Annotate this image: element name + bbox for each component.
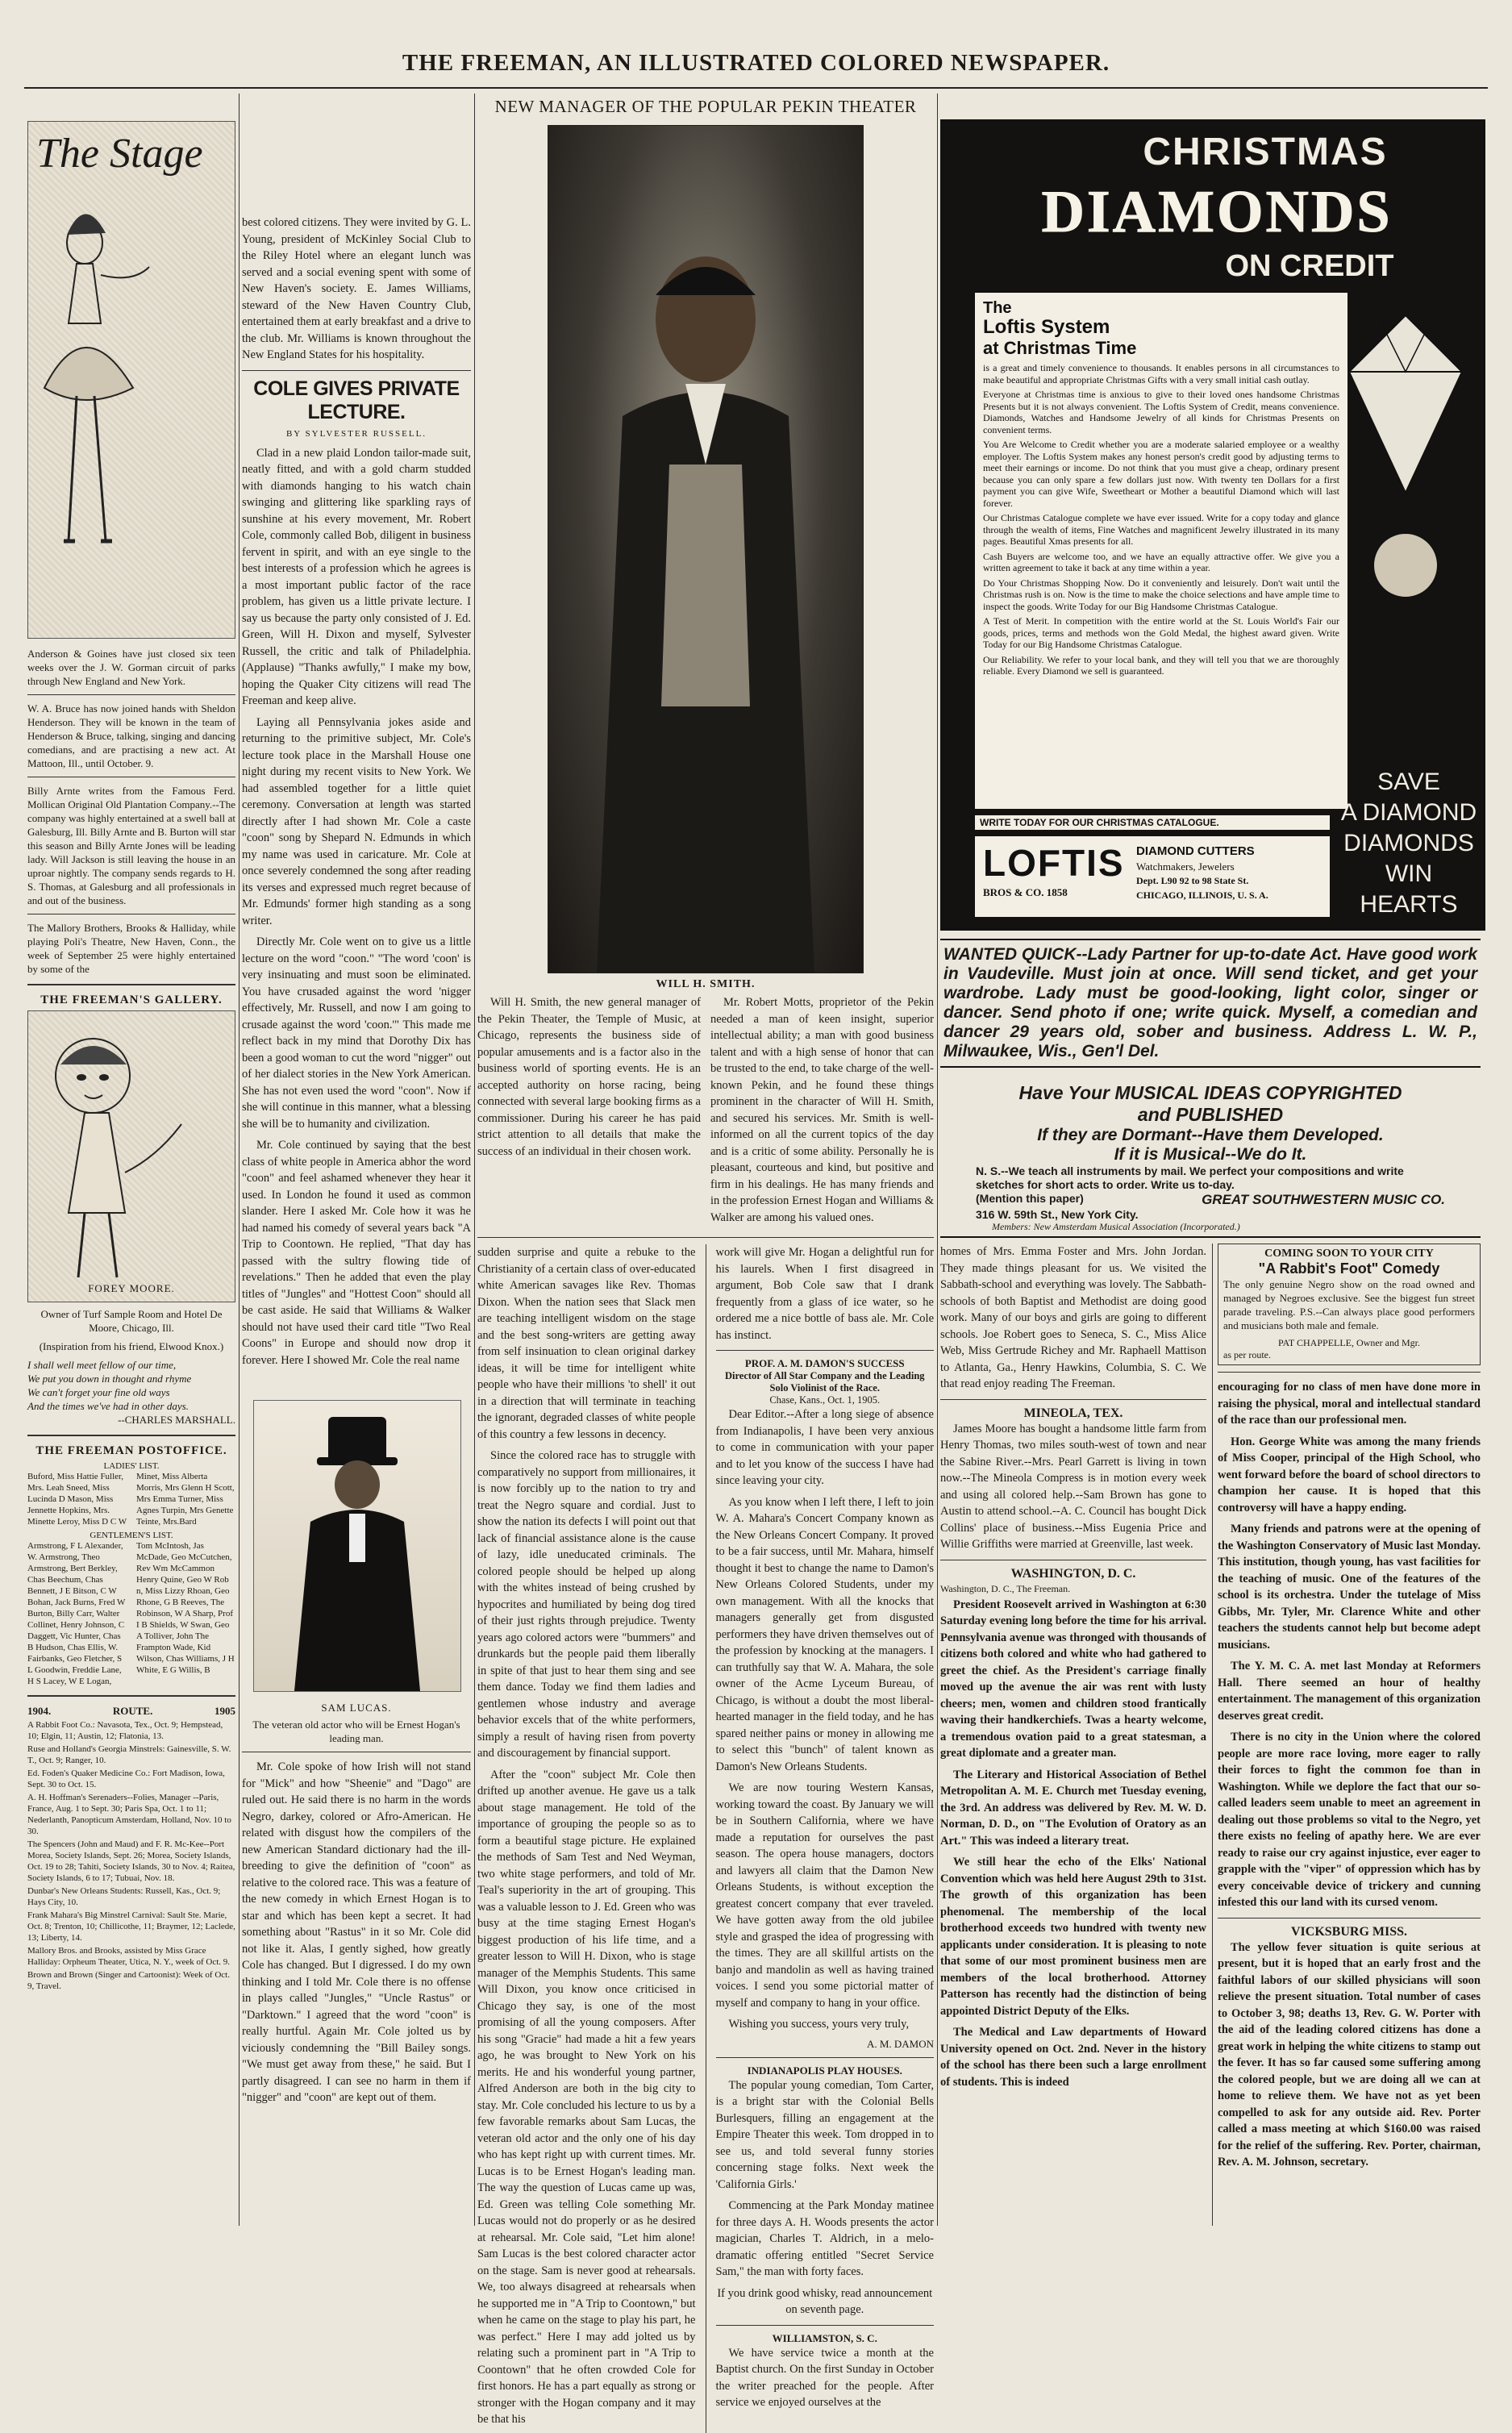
article-text: James Moore has bought a handsome little farm from Henry Thomas, two miles south-west of town and near the Sabine River.--Mrs. Pearl Garrett is living in town now.--The Mineola Compress is in motion every week and using all colored help.--Sam Brown has gone to Austin to attend school.--A. C. Council has bought Dick Collins' place of business.--Miss Eugenia Price and Willie Griffiths were married at Greenville, last week.	[940, 1422, 1206, 1551]
music-ad-company: GREAT SOUTHWESTERN MUSIC CO.	[1202, 1192, 1445, 1207]
coming-show: "A Rabbit's Foot" Comedy	[1258, 1260, 1440, 1277]
poem-line: We put you down in thought and rhyme	[27, 1373, 192, 1385]
article-text: President Roosevelt arrived in Washington at 6:30 Saturday evening long before the time for his arrival. Pennsylvania avenue was thronged with thousands of citizens both colored and white who had gathered to greet the chief. As the President's carriage finally moved up the avenue the air was rent with lusty cheers; men, women and children stood frantically waving their handkerchiefs. Twas a hearty welcome, a tremendous ovation paid to a great statesman, a great diplomate and a greater man.	[940, 1598, 1206, 1760]
ad-paragraph: A Test of Merit. In competition with the entire world at the St. Louis World's Fair our goods, prices, terms and methods won the Gold Medal, the highest award given. Write Today for our Big Handsome Christmas Catalogue.	[983, 615, 1339, 650]
music-ad-company-row	[943, 1192, 1477, 1208]
rabbit-foot-ad	[1218, 1244, 1481, 1365]
route-item: Ruse and Holland's Georgia Minstrels: Gainesville, S. W. T., Oct. 9; Ranger, 10.	[27, 1744, 231, 1765]
postoffice-title: THE FREEMAN POSTOFFICE.	[35, 1444, 227, 1457]
stage-header-illustration	[27, 121, 235, 639]
article-text: Mr. Robert Motts, proprietor of the Pekin needed a man of keen insight, superior intellectual ability; a man with good business talent and with a high sense of honor that can be trusted to the end, to take charge of the well-known Pekin, and he found these things prominent in the character of Will H. Smith, and secured his services. Mr. Smith is well-informed on all the current topics of the day and is a critic of some ability. Personally he is pleasant, courteous and kind, but positive and firm in his dealings. He has many friends and in the profession Ernest Hogan and Williams & Walker are among his valued ones.	[710, 996, 934, 1224]
article-text: Since the colored race has to struggle with comparatively no support from millionaires, it is now forcibly up to the nation to try and treat the Negro square and cordial. Just to show the nation its defects I will point out that lack of financial assistance alone is the cause of lazy, idle uneducated criminals. The colored people should be helped up along with the whites instead of being crushed by hypocrites and humiliated by being dog tired of their just rights through prejudice. Twenty years ago colored actors were "bummers" and drunkards but the people paid them liberally in spite of that just to hear them sing and see them dance. Today we find them ladies and gentlemen whose industry and average behavior excels that of the white performers, simply a result of having risen from poverty and discouragement by financial support.	[477, 1449, 696, 1760]
col4-right	[1218, 1244, 1481, 2176]
article-text: We have service twice a month at the Baptist church. On the first Sunday in October the writer preached for the people. After service we enjoyed ourselves at the	[715, 2346, 934, 2409]
music-ad-title: Have Your MUSICAL IDEAS COPYRIGHTED	[1018, 1082, 1402, 1103]
ad-paragraph: is a great and timely convenience to thousands. It enables persons in all circumstances to make beautiful and appropriate Christmas Gifts with a very small initial cash outlay.	[983, 362, 1339, 385]
washington-title: WASHINGTON, D. C.	[1010, 1566, 1136, 1581]
sam-lucas-photo	[253, 1400, 461, 1692]
gallery-title: THE FREEMAN'S GALLERY.	[40, 994, 223, 1006]
masthead: THE FREEMAN, AN ILLUSTRATED COLORED NEWSPAPER.	[402, 50, 1110, 76]
column-rule	[474, 94, 475, 2226]
article-text: The popular young comedian, Tom Carter, is a bright star with the Colonial Bells Burlesquers, filling an engagement at the Empire Theater this week. Tom dropped in to see us, and told several funny stories concerning stage folks. Next week the 'California Girls.'	[715, 2078, 934, 2191]
continued-articles	[477, 1244, 934, 2433]
article-text: Directly Mr. Cole went on to give us a little lecture on the word "coon." "The word 'coon' is very insinuating and must soon be eliminated. You have crusaded against the word 'nigger effectively, Mr. Russell, and now I am going to crusade against the word 'coon.'" This made me reflect back in my mind that Dorothy Dix has been a good woman to cut the word "nigger" out of her dialect stories in the New York American. She has not even used the word "coon". Now if she will continue in this manner, what a blessing she will be to humanity and civilization.	[242, 935, 471, 1131]
route-list	[27, 1719, 235, 1992]
route-item: Dunbar's New Orleans Students: Russell, Kas., Oct. 9; Hays City, 10.	[27, 1886, 221, 1907]
pekin-article-title: NEW MANAGER OF THE POPULAR PEKIN THEATER	[494, 97, 917, 116]
route-year-right: 1905	[214, 1705, 235, 1717]
article-text: Dear Editor.--After a long siege of absence from Indianapolis, I have been very anxious to come in communication with your paper and to let you know of the success I have had since leaving your city.	[715, 1408, 934, 1487]
ad-paragraph: You Are Welcome to Credit whether you are a moderate salaried employee or a wealthy employer. The Loftis System makes any honest person's credit good by adjusting terms to meet their earnings or income. Do not think that you must give a cheap, ordinary present because you can only spare a few dollars just now. With twenty ten Dollars for a first payment you can give Wife, Sweetheart or Mother a beautiful Diamond which will last forever.	[983, 439, 1339, 509]
poem-line: I shall well meet fellow of our time,	[27, 1359, 177, 1371]
article-text: encouraging for no class of men have done more in raising the physical, moral and intellectual standard of the race than our professional men.	[1218, 1381, 1481, 1427]
stage-item: Anderson & Goines have just closed six teen weeks over the J. W. Gorman circuit of parks through New England and New York.	[27, 648, 235, 687]
damon-dateline: Chase, Kans., Oct. 1, 1905.	[769, 1394, 881, 1406]
stage-title: The Stage	[36, 131, 203, 177]
coming-body: The only genuine Negro show on the road owned and managed by Negroes exclusive. See the biggest fun street parade traveling. P.S.--Can always place good performers and musicians both male and female.	[1223, 1278, 1475, 1331]
article-text: We still hear the echo of the Elks' National Convention which was held here August 29th to 31st. The growth of this organization has been phenomenal. The membership of the local brotherhood exceeds two hundred with twenty new applicants under consideration. It is pleasing to note that some of our most prominent business men are members of the local brotherhood. Attorney Patterson has recently had the distinction of being appointed District Deputy of the Elks.	[940, 1856, 1206, 2018]
loftis-christmas-ad	[940, 119, 1485, 931]
divider	[1218, 1372, 1481, 1373]
col4-left	[940, 1244, 1206, 2095]
ad-slogan-line: SAVE	[1377, 769, 1440, 795]
article-text: The Medical and Law departments of Howard University opened on Oct. 2nd. Never in the history of the school has there been such a large enrollment of students. This is indeed	[940, 2026, 1206, 2089]
diamond-icon	[1333, 299, 1478, 622]
vicksburg-title: VICKSBURG MISS.	[1290, 1924, 1408, 1939]
music-ad-member: Members: New Amsterdam Musical Association (Incorporated.)	[992, 1221, 1240, 1232]
divider	[242, 370, 471, 371]
article-text: Many friends and patrons were at the opening of the Washington Conservatory of Music last Monday. This institution, though young, has vast facilities for the teaching of music. One of the features of the school is its orchestra. Under the tutelage of Miss Gibbs, Mr. Tyler, Mr. Clarence White and other teachers the students cannot help but become adept musicians.	[1218, 1523, 1481, 1652]
ladies-title: LADIES' LIST.	[103, 1461, 160, 1471]
music-ad	[940, 1079, 1481, 1238]
mineola-title: MINEOLA, TEX.	[1023, 1406, 1123, 1420]
damon-subtitle: Director of All Star Company and the Leading Solo Violinist of the Race.	[724, 1370, 925, 1394]
ad-company: Dept. L90 92 to 98 State St.	[1136, 875, 1249, 886]
ad-head: Loftis System	[983, 316, 1110, 338]
ad-paragraph: Our Reliability. We refer to your local bank, and they will tell you that we are thoroughly reliable. Every Diamond we sell is guaranteed.	[983, 653, 1339, 677]
divider	[716, 2325, 935, 2326]
damon-signature: A. M. DAMON	[866, 2037, 934, 2050]
coming-title: COMING SOON TO YOUR CITY	[1264, 1248, 1434, 1260]
ladies-list: Buford, Miss Hattie Fuller, Mrs. Leah Sneed, Miss Lucinda D Mason, Miss Jennette Hopkins, Mrs. Minette Leroy, Miss D C W Minet, Miss Alberta Morris, Mrs Glenn H Scott, Mrs Emma Turner, Miss Agnes Turpin, Mrs Genette Teinte, Mrs.Bard	[27, 1472, 235, 1527]
ad-slogan-line: A DIAMOND	[1340, 799, 1477, 826]
ad-head: The	[983, 299, 1012, 317]
column-2	[242, 94, 471, 2226]
route-title: ROUTE.	[112, 1705, 153, 1717]
article-text: Wishing you success, yours very truly,	[728, 2018, 910, 2031]
ad-paragraph: Everyone at Christmas time is anxious to give to their loved ones handsome Christmas Presents but it is not always convenient. The Loftis System of Credit, means convenience. Diamonds, Watches and Handsome Jewelry of all kinds for Christmas Presents on convenient terms.	[983, 389, 1339, 435]
masthead-rule	[24, 87, 1488, 89]
ad-company: DIAMOND CUTTERS	[1136, 844, 1255, 858]
article-text: If you drink good whisky, read announcement on seventh page.	[717, 2286, 933, 2316]
music-ad-body: N. S.--We teach all instruments by mail. We perfect your compositions and write sketches for short acts to order. Write us to-day.	[976, 1164, 1404, 1191]
column-rule	[937, 94, 938, 2226]
pekin-article-body	[477, 994, 934, 1231]
route-item: The Spencers (John and Maud) and F. R. Mc-Kee--Port Morea, Society Islands, Sept. 26; Morea, Society Islands, Oct. 19 to 28; Tahiti, Society Islands, 30 to Nov. 4; Raitea, Society Islands, 6 to 17; Tubuai, Nov. 18.	[27, 1839, 235, 1883]
ad-head: at Christmas Time	[983, 338, 1137, 358]
route-header	[27, 1705, 235, 1718]
gents-title: GENTLEMEN'S LIST.	[90, 1531, 173, 1540]
poem-author: --CHARLES MARSHALL.	[118, 1414, 235, 1426]
route-item: Frank Mahara's Big Minstrel Carnival: Sault Ste. Marie, Oct. 8; Trenton, 10; Chillicothe, 11; Braymer, 12; Laclede, 13; Liberty, 14.	[27, 1910, 235, 1943]
ad-title: CHRISTMAS	[1143, 131, 1388, 173]
poem	[27, 1358, 235, 1427]
washington-dateline: Washington, D. C., The Freeman.	[940, 1582, 1071, 1594]
route-year-left: 1904.	[27, 1705, 52, 1717]
stage-item: Billy Arnte writes from the Famous Ferd. Mollican Original Old Plantation Company.--The company was highly entertained at a swell ball at Galesburg, Ill. Billy Arnte and B. Burton will star this season and Billy Arnte Jones will be leading lady. Will Jackson is still leaving the house in an uproar nightly. The company sends regards to H. S. Thomas, at Galesburg and all professionals in and out of the business.	[27, 785, 235, 906]
sam-lucas-caption: SAM LUCAS.	[321, 1702, 392, 1714]
divider	[27, 1695, 235, 1697]
stage-item: The Mallory Brothers, Brooks & Halliday, while playing Poli's Theatre, New Haven, Conn., the week of September 25 were highly entertained by some of the	[27, 922, 235, 975]
loftis-logo: LOFTIS	[983, 842, 1125, 884]
sam-lucas-subcaption: The veteran old actor who will be Ernest Hogan's leading man.	[252, 1719, 460, 1744]
gallery-note: (Inspiration from his friend, Elwood Knox.)	[39, 1340, 224, 1352]
damon-title: PROF. A. M. DAMON'S SUCCESS	[744, 1357, 905, 1369]
route-item: Mallory Bros. and Brooks, assisted by Miss Grace Halliday: Orpheum Theater, Utica, N. Y., week of Oct. 9.	[27, 1946, 231, 1967]
ad-company: Watchmakers, Jewelers	[1136, 860, 1235, 873]
will-smith-caption: WILL H. SMITH.	[656, 978, 756, 990]
stage-item: W. A. Bruce has now joined hands with Sheldon Henderson. They will be known in the team of Henderson & Bruce, talking, singing and dancing comedians, and are practising a new act. At Mattoon, Ill., until October. 9.	[27, 702, 235, 769]
article-text: homes of Mrs. Emma Foster and Mrs. John Jordan. They made things pleasant for us. We visited the Sabbath-school and everything was lovely. The Sabbath-schools of both Baptist and Methodist are doing good work. Many of our boys and girls are going to different schools. Joe Robert goes to Seneca, S. C., Miss Alice Web, Miss Gertrude Richey and Mr. Raphaell Mattison to Atlanta, Ga., Henry Hawkins, Columbia, S. C. We that read enjoy reading The Freeman.	[940, 1245, 1206, 1390]
cole-byline: BY SYLVESTER RUSSELL.	[285, 428, 427, 439]
column-4	[940, 94, 1485, 2226]
column-3	[477, 94, 934, 2426]
column-1	[27, 94, 235, 2226]
route-item: Ed. Foden's Quaker Medicine Co.: Fort Madison, Iowa, Sept. 30 to Oct. 15.	[27, 1769, 225, 1789]
music-ad-mention: (Mention this paper)	[976, 1192, 1084, 1205]
gallery-caption: FOREY MOORE.	[88, 1282, 175, 1294]
divider	[716, 1350, 935, 1351]
cole-lecture-title: COLE GIVES PRIVATE LECTURE.	[253, 377, 460, 423]
will-smith-photo	[548, 125, 864, 973]
article-text: Mr. Cole continued by saying that the best class of white people in America abhor the word "coon" and feel ashamed whenever they hear it used. In London he found it used as common slander. Here I asked Mr. Cole how it was he had named his comedy of several years back "A Trip to Coontown. He replied, "That day has passed with the sultry flowing tide of revelations." Then he added that even the play titles of "Jungles" and "Hottest Coon" should all be cast aside. He said that Williams & Walker should not have used their card title "Two Real Coons" in Europe and should now drop it forever. Here I showed Mr. Cole the real name	[242, 1139, 471, 1367]
article-text: best colored citizens. They were invited by G. L. Young, president of McKinley Social Club to the Riley Hotel where an elegant lunch was served and a social evening spent with some of New Haven's society. E. James Williams, steward of the New Haven Country Club, entertained them at early breakfast and a drive to the club. Mr. Williams is known throughout the New England States for his hospitality.	[242, 216, 471, 361]
article-text: Mr. Cole spoke of how Irish will not stand for "Mick" and how "Sheenie" and "Dago" are ruled out. He said there is no harm in the words Negro, darkey, colored or Afro-American. He related with disgust how the compilers of the new American Standard dictionary had the ill-breeding to give the definition of "coon" as relative to the colored race. This was a feature of the new comedy in which Ernest Hogan is to star and which has been kept a secret. It had something about "Rastus" in it so Mr. Cole did not like it. Alas, I gently sighed, how greatly Cole has changed. But I digressed. I do my own thinking and I told Mr. Cole there is no offense in plays called "Jungles," "Uncle Rastus" or "Darktown." I agreed that the word "coon" is really hurtful. Again Mr. Cole jolted us by viciously condemning the "Bill Bailey songs. "We must get away from these," he said. But I partly disagreed. I can see no harm in them if "nigger" and "coon" are kept out of them.	[242, 1760, 471, 2104]
divider	[27, 1435, 235, 1436]
ad-company: CHICAGO, ILLINOIS, U. S. A.	[1136, 889, 1268, 901]
portrait-figure-icon	[548, 126, 863, 973]
article-text: There is no city in the Union where the colored people are more race loving, more eager to rally their forces to fight the common foe than in Washington. While we deplore the fact that our so-called leaders seem unable to meet an agreement in dealing out those problems so vital to the Negro, yet there exists no feeling of apathy here. We are ever ready to raise our cry against injustice, ever eager to grapple with the "viper" of oppression which has by every conceivable device of trickery and cunning infested this our land with its cursed venom.	[1218, 1731, 1481, 1909]
article-text: We are now touring Western Kansas, working toward the coast. By January we will be in Southern California, where we have made a reputation for ourselves the past season. The opera house managers, doctors and lawyers all claim that the Damon New Orleans Students, is without exception the greatest concert company that ever traveled. We have gotten away from the old jubilee style and grasped the idea of progressing with the times. They are all skillful artists on the banjo and mandolin as well as having trained voices. I send you some pictorial matter of myself and company to hang in your office.	[715, 1781, 934, 2010]
dancer-drawing-icon	[28, 122, 235, 636]
portrait-figure-icon	[254, 1401, 460, 1691]
divider	[27, 694, 235, 695]
column-rule	[1212, 1244, 1213, 2226]
article-text: After the "coon" subject Mr. Cole then drifted up another avenue. He gave us a talk about stage management. He told of the importance of grouping the people so as to form a beautiful stage picture. He explained the methods of Sam Test and Ned Weyman, two white stage performers, and told of Mr. Teal's superiority in the art of grouping. This was a valuable lesson to J. Ed. Green who was busy at the time staging Ernest Hogan's biggest production of his life time, and a greater lesson to Will H. Dixon, who is stage manager of the Memphis Students. This same Will Dixon, you know once criticised in Chicago they say, is one of the most promising of all the young composers. After his song "Gracie" had made a hit a few years ago, he was brought to New York on his merits. He and his wonderful young partner, Alfred Anderson are both in the big city to stay. Mr. Cole concluded his lecture to us by a few favorable remarks about Sam Lucas, the veteran old actor and the only one of his day who has kept right up with current times. Mr. Lucas is to be Ernest Hogan's leading man. The way the question of Lucas came up was, Ed. Green was telling Cole something Mr. Lucas would not do properly or as he desired at rehearsal. Mr. Cole said, "Let him alone! Sam Lucas is the best colored character actor on the stage. Sam is never good at rehearsals. We, too always disagreed at rehearsals when he supported me in "A Trip to Coontown," but when he came on the stage to play his part, he was perfect." Here I may add jolted us by relating such a prominent part in "A Trip to Coontown" that he often crowded Cole for first honors. He has a part equally as strong or stronger with the Hogan company and it may be that his	[477, 1768, 696, 2426]
ad-write-today: WRITE TODAY FOR OUR CHRISTMAS CATALOGUE.	[975, 815, 1330, 830]
music-ad-address: 316 W. 59th St., New York City.	[976, 1208, 1139, 1221]
divider	[940, 1399, 1206, 1400]
gallery-note: Owner of Turf Sample Room and Hotel De Moore, Chicago, Ill.	[40, 1308, 223, 1334]
music-ad-title: If it is Musical--We do It.	[1114, 1145, 1307, 1164]
article-text: The Literary and Historical Association of Bethel Metropolitan A. M. E. Church met Tuesday evening, the 3rd. An address was delivered by Rev. M. W. D. Norman, D. D., on "The Evolution of Oratory as an Art." This was indeed a literary treat.	[940, 1768, 1206, 1848]
article-text: The Y. M. C. A. met last Monday at Reformers Hall. There seemed an hour of healthy entertainment. The management of this organization deserves great credit.	[1218, 1660, 1481, 1723]
poem-line: And the times we've had in other days.	[27, 1400, 189, 1412]
coming-route: as per route.	[1223, 1349, 1271, 1360]
route-item: Brown and Brown (Singer and Cartoonist): Week of Oct. 9, Travel.	[27, 1970, 230, 1991]
ad-slogan-line: DIAMONDS	[1343, 830, 1474, 856]
article-text: The yellow fever situation is quite serious at present, but it is hoped that an early frost and the faithful labors of our skilled physicians will soon relieve the present situation. Total number of cases to October 3, 98; deaths 13, Rev. G. W. Porter with the aid of the leading colored citizens has done a great work in helping the white citizens to stamp out the fever. It has so far caused some suffering among the colored people, but we are doing all we can at home to relieve them. We have not as yet been compelled to ask for any outside aid. Rev. Porter called a mass meeting at which $160.00 was raised for the relief of the suffering. Rev. Porter, chairman, Rev. A. M. Johnson, secretary.	[1218, 1940, 1481, 2168]
divider	[716, 2057, 935, 2058]
gents-list: Armstrong, F L Alexander, W. Armstrong, Theo Armstrong, Bert Berkley, Chas Beechum, Chas Bennett, J E Bitson, C W Bohan, Jack Burns, Fred W Burton, Billy Carr, Walter Collinet, Henry Johnson, C Daggett, Vic Hunter, Chas B Hudson, Chas Ellis, W. Fairbanks, Geo Fletcher, S L Goodwin, Freddie Lane, H S Lacey, W E Logan, Tom McIntosh, Jas McDade, Geo McCutchen, Rev Wm McCammon Henry Quine, Geo W Rob n, Miss Lizzy Rhoan, Geo Rhone, G B Reeves, The Robinson, W A Sharp, Prof I B Shields, W Swan, Geo A Tolliver, John The Frampton Wade, Kid Wilson, Chas Williams, J H White, E G Willis, B	[27, 1541, 235, 1686]
column-rule	[239, 94, 240, 2226]
article-text: Will H. Smith, the new general manager of the Pekin Theater, the Temple of Music, at Chicago, represents the business side of popular amusements and is a factor also in the business world of sporting events. He is an accepted authority on horse racing, being connected with several large booking firms as a commissioner. During his career he has paid strict attention to all details that make the success of an individual in their chosen work.	[477, 996, 701, 1158]
ad-paragraph: Cash Buyers are welcome too, and we have an equally attractive offer. We give you a written agreement to take it back at any time within a year.	[983, 550, 1339, 573]
gallery-caricature	[27, 1010, 235, 1302]
ad-paragraph: Do Your Christmas Shopping Now. Do it conveniently and leisurely. Don't wait until the Christmas rush is on. Now is the time to make the choice selections and have ample time to inspect the goods. Write Today for our Big Handsome Christmas Catalogue.	[983, 577, 1339, 612]
ad-title-credit: ON CREDIT	[1225, 249, 1394, 283]
route-item: A. H. Hoffman's Serenaders--Folies, Manager --Paris, France, Aug. 1 to Sept. 30; Paris Spa, Oct. 1 to 11; Nederlanth, Panopticum Amsterdam, Holland, Nov. 10 to 30.	[27, 1793, 231, 1836]
article-text: work will give Mr. Hogan a delightful run for his laurels. When I first disagreed in argument, Bob Cole saw that I drank frequently from a glass of ice water, so he ordered me a nice bottle of bass ale. Mr. Cole has instinct.	[715, 1246, 934, 1342]
article-text: Laying all Pennsylvania jokes aside and returning to the primitive subject, Mr. Cole's lecture took place in the Marshall House one night during my recent visits to New York. We had assembled together for a little quiet ceremony. Conversation at length was started directly after I had shown Mr. Cole a caste "coon" song by Shepard N. Edmunds in which my name was used in caricature. Mr. Cole at once severely condemned the song after reading its verses and expressed much regret because of Mr. Edmunds' former high standing as a song writer.	[242, 715, 471, 927]
wanted-ad-text: WANTED QUICK--Lady Partner for up-to-date Act. Have good work in Vaudeville. Must join at once. Will send ticket, and get your wardrobe. Lady must be good-looking, light color, singer or dancer. Send photo if one; write quick. Myself, a comedian and dancer 29 years old, sober and business. Address L. W. P., Milwaukee, Wis., Gen'l Del.	[943, 945, 1477, 1060]
article-text: Commencing at the Park Monday matinee for three days A. H. Woods presents the actor magician, Charles T. Aldrich, in a melo-dramatic offering entitled "Secret Service Sam," the man with forty faces.	[715, 2199, 934, 2278]
loftis-logo-sub: BROS & CO. 1858	[983, 886, 1068, 898]
coming-owner: PAT CHAPPELLE, Owner and Mgr.	[1277, 1337, 1420, 1348]
article-text: sudden surprise and quite a rebuke to the Christianity of a certain class of over-educated white American savages like Rev. Thomas Dixon. When the nation sees that Slack men are teaching intelligent wisdom on the stage and the best song-writers are getting away from self insinuation to clean original darkey ideas, it will be time for intelligent white people who have their millions 'to shell' it out in a direction that will terminate in teaching the ignorant, degraded classes of white people of this country a few lessons in decency.	[477, 1246, 696, 1441]
ad-slogan	[1338, 767, 1480, 920]
article-text: As you know when I left there, I left to join W. A. Mahara's Concert Company known as the New Orleans Concert Company. It proved to be a fair success, until Mr. Mahara, himself thought it best to change the name to Damon's New Orleans Colored Students, under my own management. With all the knocks that managers generally get from disgusted performers they have driven themselves out of the profession by knocking at the managers. I can truthfully say that W. A. Mahara, the sole owner of the Acme Lyceum Bureau, of Chicago, is without a doubt the most liberal-hearted manager in the field today, and he has spared neither pains or money in allowing me to select this "bunch" of talent known as Damon's New Orleans Students.	[715, 1495, 934, 1773]
williamston-title: WILLIAMSTON, S. C.	[772, 2331, 877, 2344]
ad-title-diamonds: DIAMONDS	[1041, 179, 1393, 245]
music-ad-title: and PUBLISHED	[1137, 1104, 1284, 1125]
ad-slogan-line: WIN HEARTS	[1360, 860, 1458, 918]
ad-body	[975, 293, 1347, 809]
article-text: Clad in a new plaid London tailor-made suit, neatly fitted, and with a gold charm studded with diamonds hanging to his watch chain swinging and glittering like sparkling rays of sunshine at his every movement, Mr. Robert Cole, commonly called Bob, diligent in business fervent in spirit, and with an eye single to the best interests of a profession which he agrees is a most important public factor of the race problem, has given us a little private lecture. I say us because the party only consisted of J. Ed. Green, Will H. Dixon and myself, Sylvester Russell, the critic and talk of Philadelphia. (Applause) "Thanks awfully," I make my bow, hoping the Quaker City citizens will read The Freeman and keep alive.	[242, 446, 471, 707]
poem-line: We can't forget your fine old ways	[27, 1386, 170, 1398]
ad-footer	[975, 836, 1330, 917]
wanted-ad	[940, 939, 1481, 1068]
music-ad-title: If they are Dormant--Have them Developed.	[1037, 1126, 1384, 1144]
divider	[477, 1237, 934, 1238]
divider	[27, 984, 235, 985]
indy-title: INDIANAPOLIS PLAY HOUSES.	[747, 2064, 902, 2077]
route-item: A Rabbit Foot Co.: Navasota, Tex., Oct. 9; Hempstead, 10; Elgin, 11; Austin, 12; Flatonia, 13.	[27, 1720, 223, 1741]
ad-paragraph: Our Christmas Catalogue complete we have ever issued. Write for a copy today and glance through the wealth of items, Fine Watches and magnificent Jewelry illustrated in its many pages. Beautiful Xmas presents for all.	[983, 512, 1339, 547]
caricature-drawing-icon	[28, 1011, 235, 1300]
article-text: Hon. George White was among the many friends of Miss Cooper, principal of the High School, who went forward before the board of school directors to champion her cause. It is hoped that this controversy will have a happy ending.	[1218, 1435, 1481, 1514]
